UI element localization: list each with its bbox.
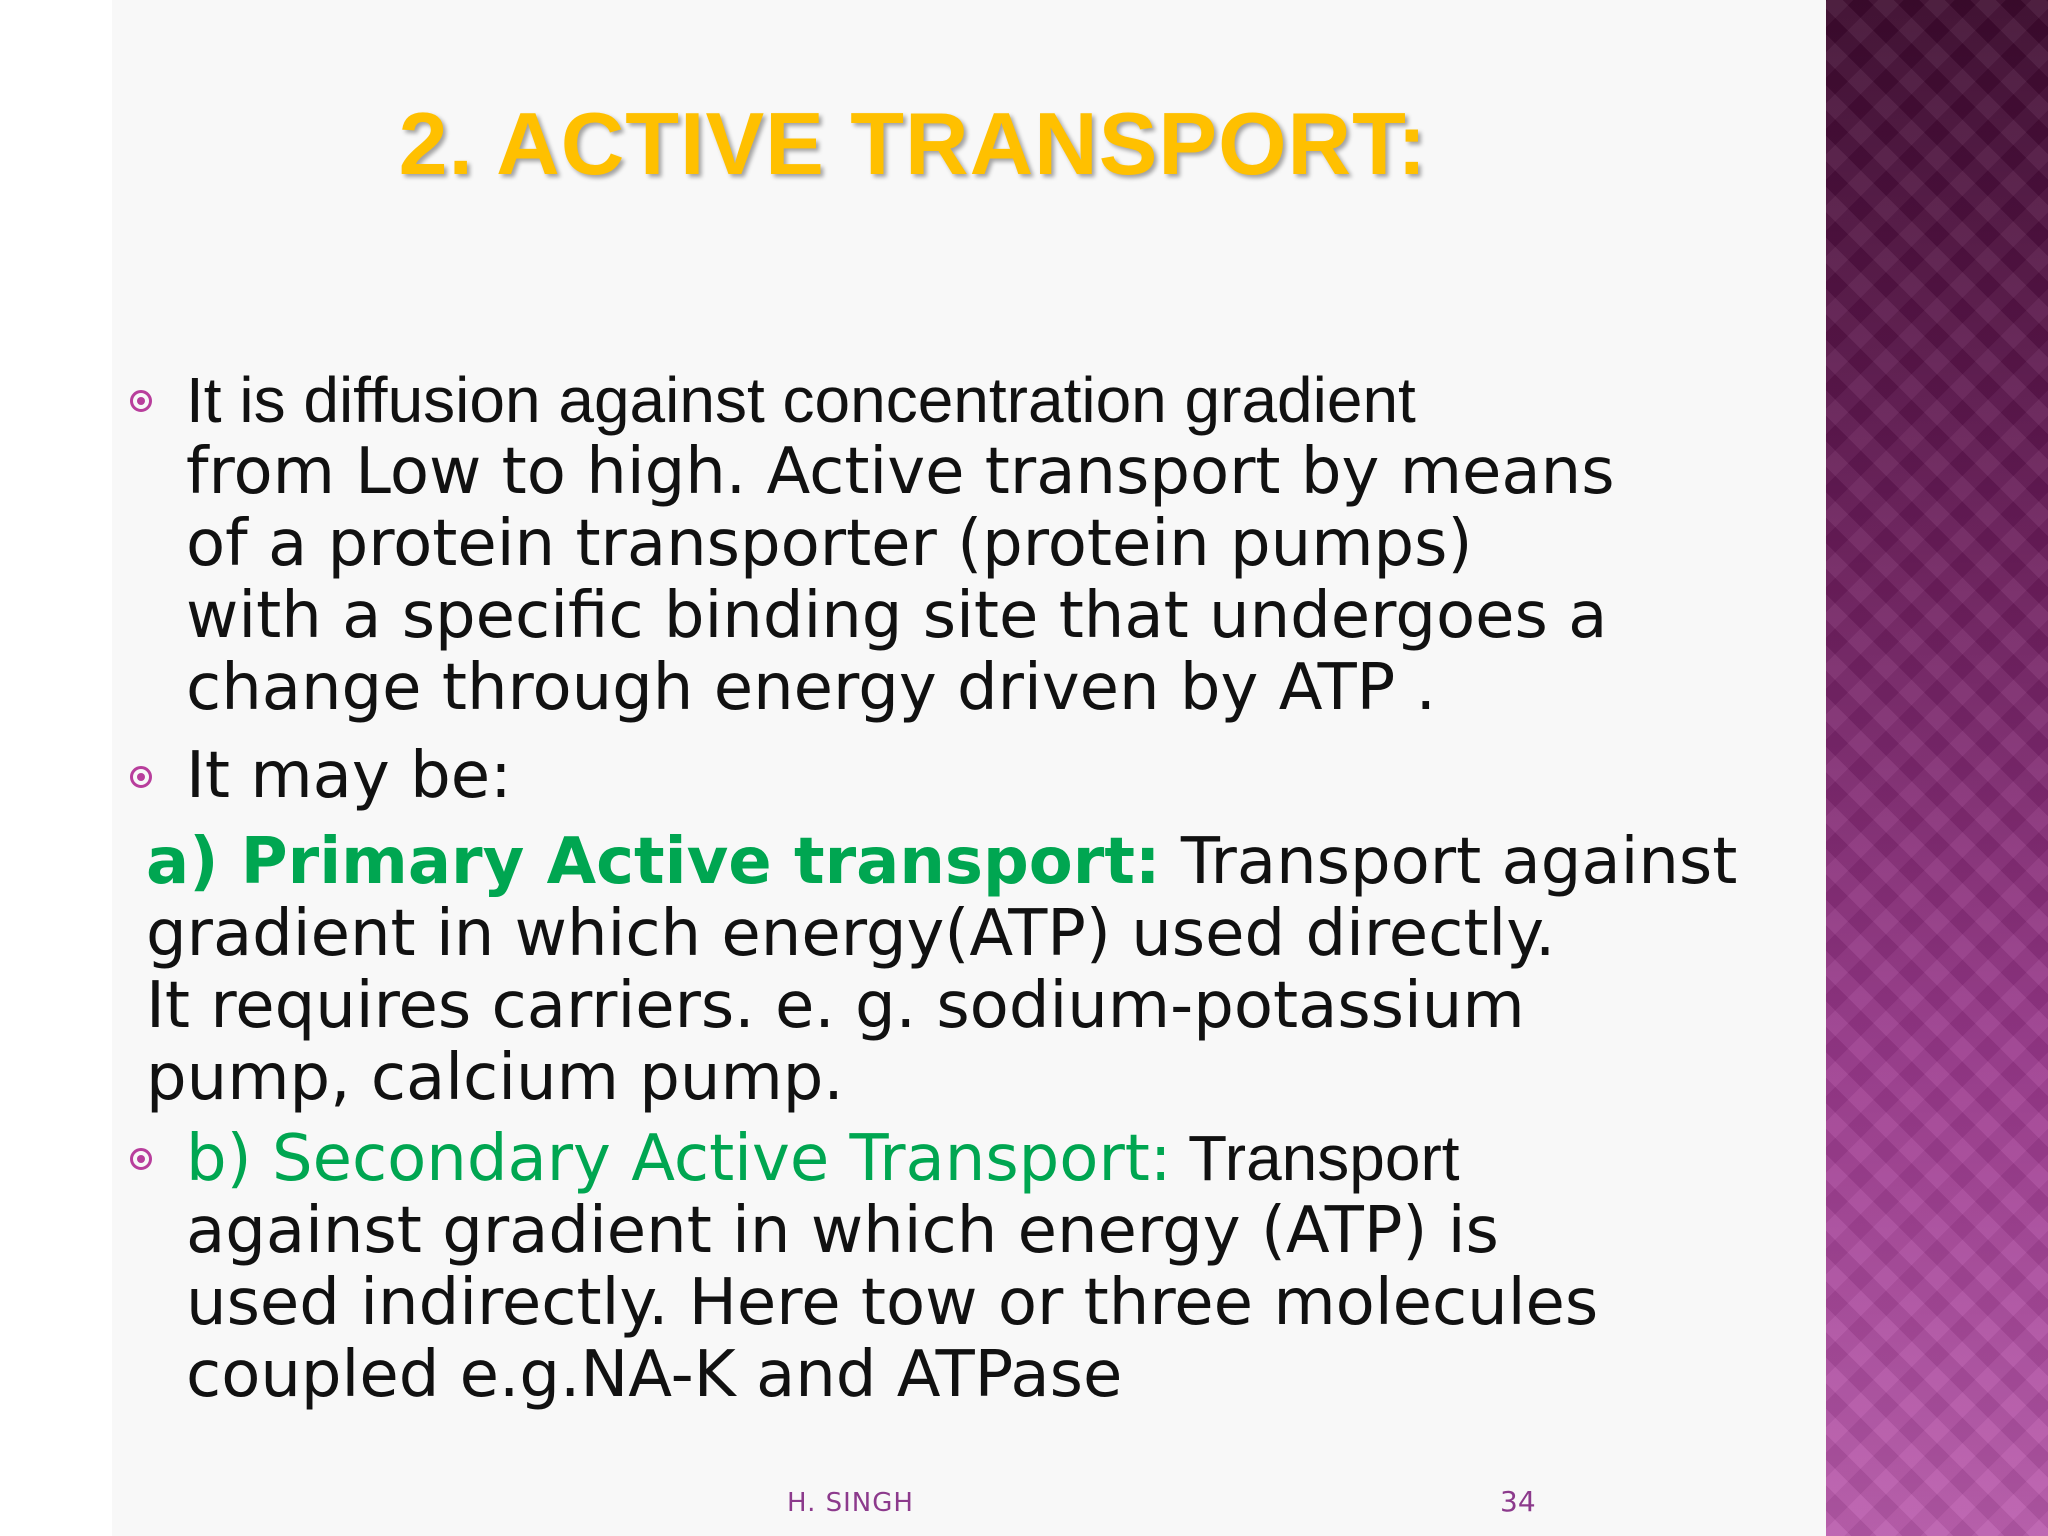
decorative-side-band [1826,0,2048,1536]
bullet-2-text: It may be: [186,739,512,813]
primary-active-transport-paragraph [146,826,1766,1114]
secondary-active-transport-label: b) Secondary Active Transport: [186,1122,1172,1196]
bullet-icon [130,390,152,412]
footer-author: H. SINGH [787,1488,914,1518]
primary-active-transport-text: Transport against gradient in which energy(ATP) used directly. It requires carriers. e. g. sodium-potassium pump, calcium pump. [146,825,1738,1115]
primary-active-transport-label: a) Primary Active transport: [146,825,1161,899]
secondary-active-transport-text-start: Transport [1171,1122,1460,1194]
bullet-icon [130,1148,152,1170]
secondary-active-transport-paragraph [186,1122,1746,1411]
bullet-1-first-line: It is diffusion against concentration gradient [186,364,1416,436]
bullet-1-continuation: from Low to high. Active transport by means of a protein transporter (protein pumps) with a specific binding site that undergoes a change through energy driven by ATP . [186,435,1615,725]
bullet-icon [130,766,152,788]
secondary-active-transport-text: against gradient in which energy (ATP) is used indirectly. Here tow or three molecules coupled e.g.NA-K and ATPase [186,1194,1599,1412]
slide-title: 2. ACTIVE TRANSPORT: [398,94,1428,193]
page-number: 34 [1500,1485,1536,1518]
